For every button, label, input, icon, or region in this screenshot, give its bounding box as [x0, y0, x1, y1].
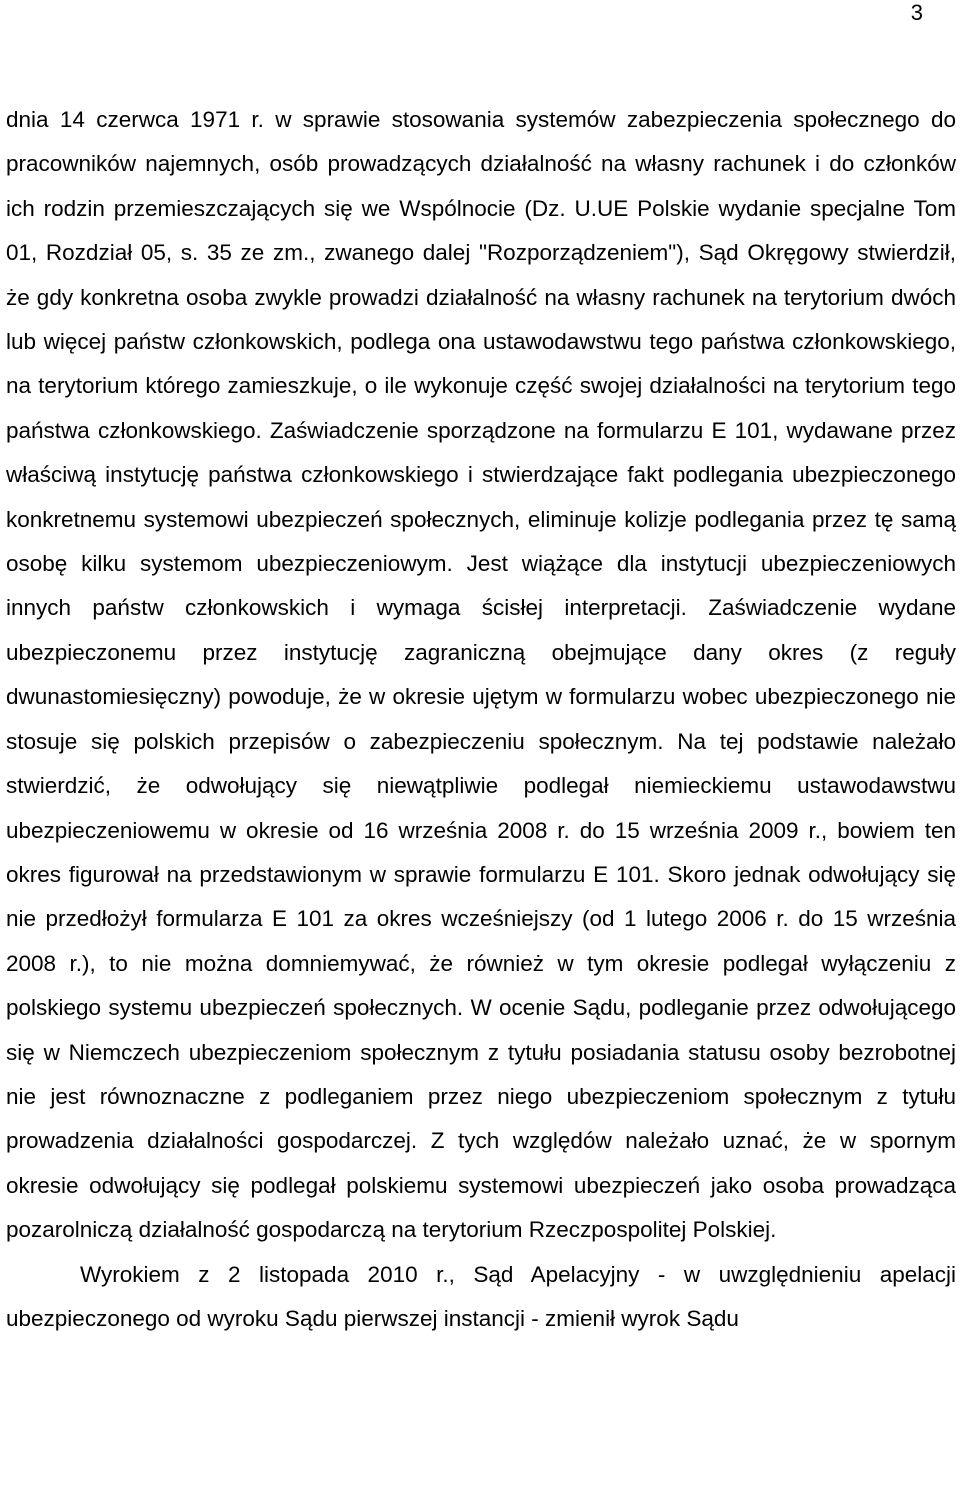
- document-body: [6, 98, 956, 1341]
- page-number: 3: [910, 0, 923, 25]
- paragraph-appeal-judgment: Wyrokiem z 2 listopada 2010 r., Sąd Apelacyjny - w uwzględnieniu apelacji ubezpieczonego od wyroku Sądu pierwszej instancji - zmienił wyrok Sądu: [6, 1261, 956, 1331]
- paragraph-continuation: dnia 14 czerwca 1971 r. w sprawie stosowania systemów zabezpieczenia społecznego do pracowników najemnych, osób prowadzących działalność na własny rachunek i do członków ich rodzin przemieszczających się we Wspólnocie (Dz. U.UE Polskie wydanie specjalne Tom 01, Rozdział 05, s. 35 ze zm., zwanego dalej "Rozporządzeniem"), Sąd Okręgowy stwierdził, że gdy konkretna osoba zwykle prowadzi działalność na własny rachunek na terytorium dwóch lub więcej państw członkowskich, podlega ona ustawodawstwu tego państwa członkowskiego, na terytorium którego zamieszkuje, o ile wykonuje część swojej działalności na terytorium tego państwa członkowskiego. Zaświadczenie sporządzone na formularzu E 101, wydawane przez właściwą instytucję państwa członkowskiego i stwierdzające fakt podlegania ubezpieczonego konkretnemu systemowi ubezpieczeń społecznych, eliminuje kolizje podlegania przez tę samą osobę kilku systemom ubezpieczeniowym. Jest wiążące dla instytucji ubezpieczeniowych innych państw członkowskich i wymaga ścisłej interpretacji. Zaświadczenie wydane ubezpieczonemu przez instytucję zagraniczną obejmujące dany okres (z reguły dwunastomiesięczny) powoduje, że w okresie ujętym w formularzu wobec ubezpieczonego nie stosuje się polskich przepisów o zabezpieczeniu społecznym. Na tej podstawie należało stwierdzić, że odwołujący się niewątpliwie podlegał niemieckiemu ustawodawstwu ubezpieczeniowemu w okresie od 16 września 2008 r. do 15 września 2009 r., bowiem ten okres figurował na przedstawionym w sprawie formularzu E 101. Skoro jednak odwołujący się nie przedłożył formularza E 101 za okres wcześniejszy (od 1 lutego 2006 r. do 15 września 2008 r.), to nie można domniemywać, że również w tym okresie podlegał wyłączeniu z polskiego systemu ubezpieczeń społecznych. W ocenie Sądu, podleganie przez odwołującego się w Niemczech ubezpieczeniom społecznym z tytułu posiadania statusu osoby bezrobotnej nie jest równoznaczne z podleganiem przez niego ubezpieczeniom społecznym z tytułu prowadzenia działalności gospodarczej. Z tych względów należało uznać, że w spornym okresie odwołujący się podlegał polskiemu systemowi ubezpieczeń jako osoba prowadząca pozarolniczą działalność gospodarczą na terytorium Rzeczpospolitej Polskiej.: [6, 107, 956, 1243]
